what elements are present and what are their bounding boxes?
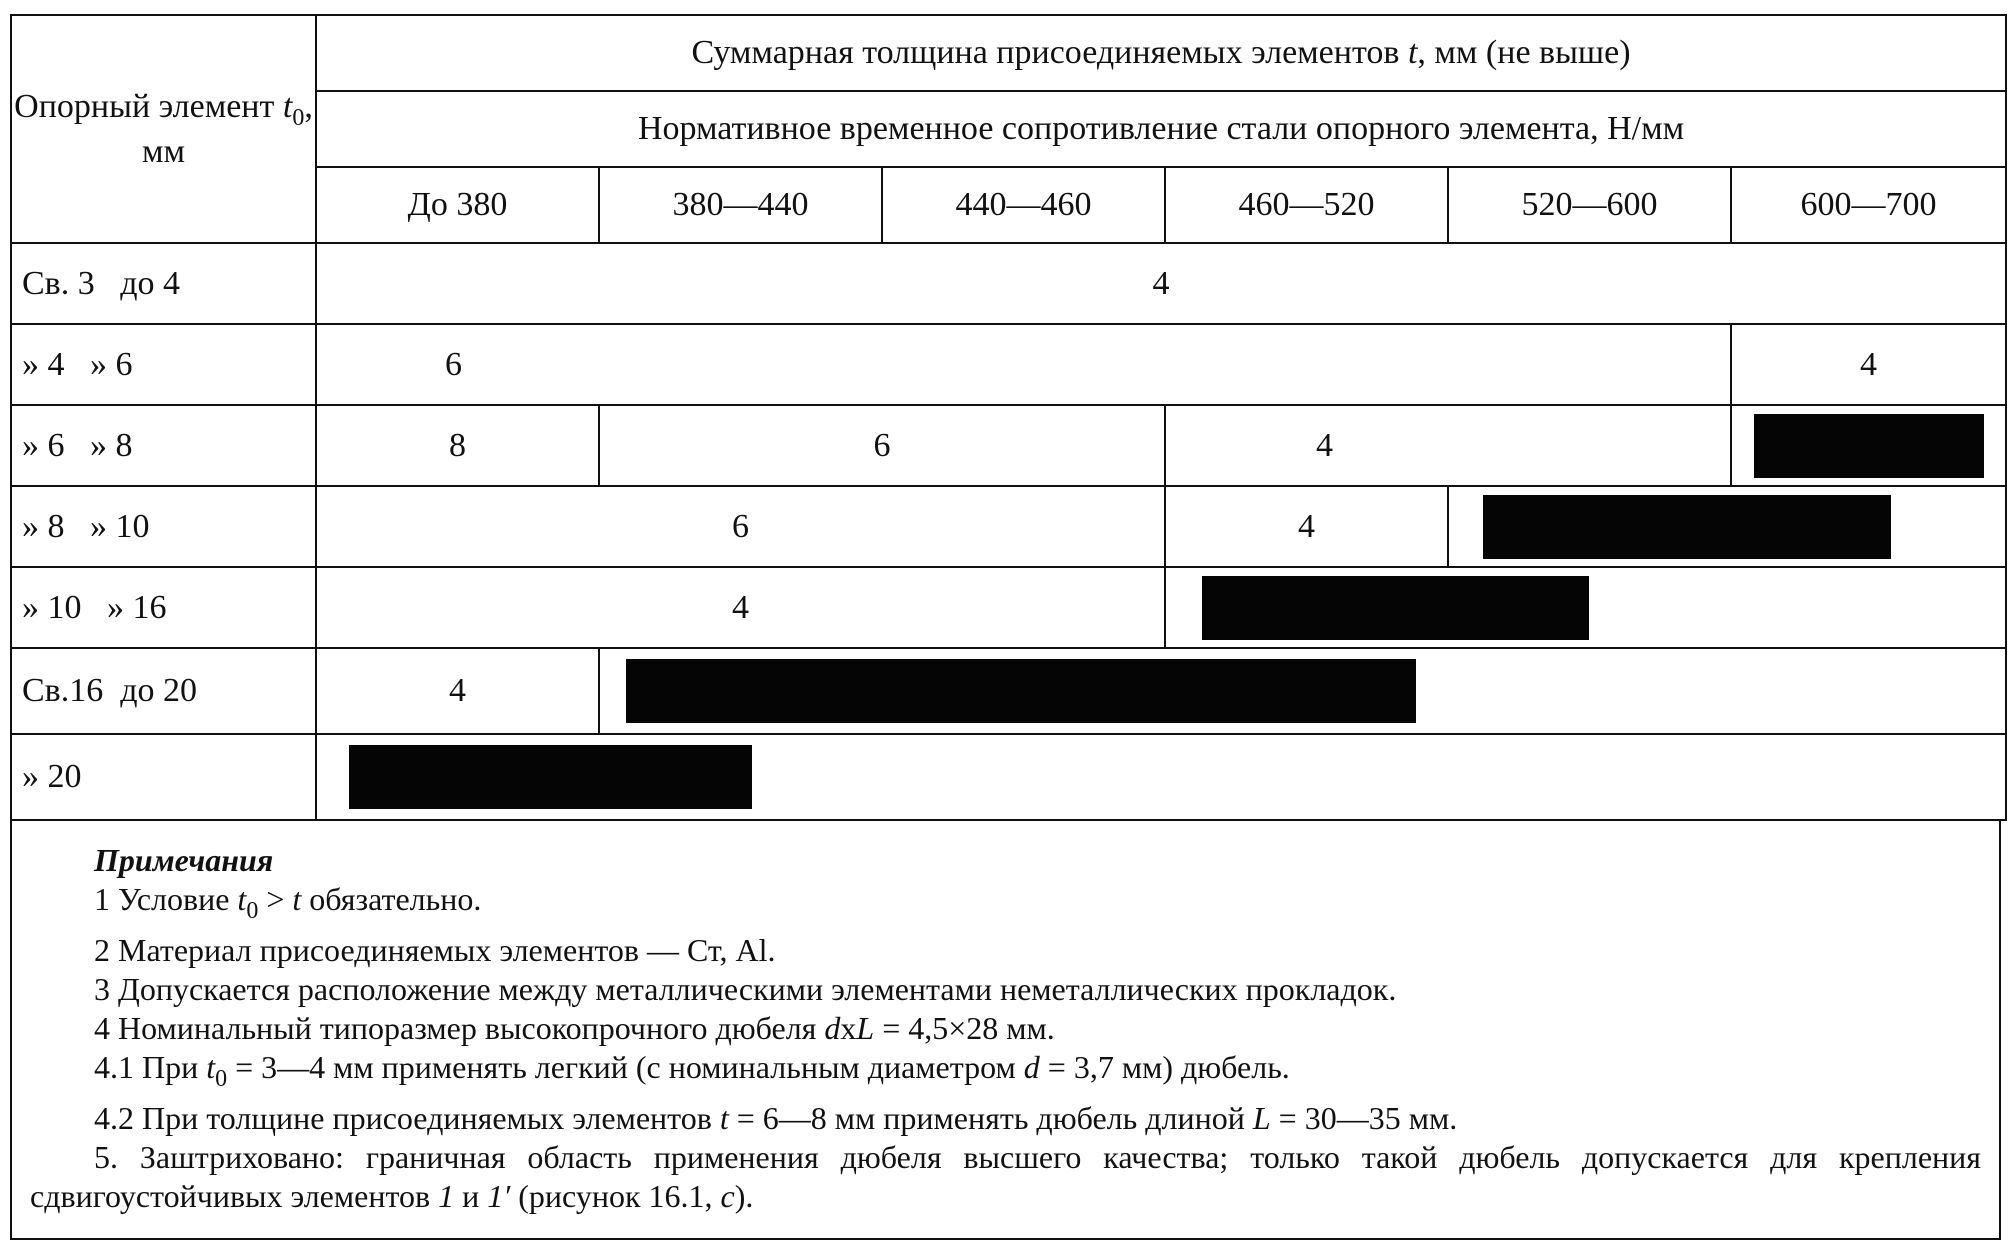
table-row bbox=[11, 405, 2006, 486]
note-1: 1 Условие $t_0 > t$ обязательно. bbox=[94, 881, 482, 924]
table-cell: 8 bbox=[316, 405, 599, 486]
header-tensile-strength: Нормативное временное сопротивление стали опорного элемента, Н/мм bbox=[316, 91, 2006, 167]
table-cell: 6 bbox=[316, 324, 1731, 405]
table-cell: 4 bbox=[316, 567, 1165, 648]
table-row bbox=[11, 567, 2006, 648]
table-row bbox=[11, 486, 2006, 567]
dowel-table bbox=[10, 14, 2007, 821]
column-header: 440—460 bbox=[882, 167, 1165, 243]
table-cell: 4 bbox=[1165, 486, 1448, 567]
notes-title: Примечания bbox=[94, 842, 274, 878]
table-cell: 4 bbox=[316, 648, 599, 734]
column-header: 460—520 bbox=[1165, 167, 1448, 243]
shaded-region bbox=[1483, 495, 1891, 559]
shaded-cell bbox=[316, 734, 2006, 820]
table-cell: 6 bbox=[316, 486, 1165, 567]
row-label: Св. 3 до 4 bbox=[11, 243, 316, 324]
table-cell: 4 bbox=[1731, 324, 2006, 405]
shaded-region bbox=[626, 659, 1416, 723]
shaded-cell bbox=[1731, 405, 2006, 486]
column-header: 600—700 bbox=[1731, 167, 2006, 243]
table-cell: 6 bbox=[599, 405, 1165, 486]
shaded-cell bbox=[1165, 567, 2006, 648]
column-header: До 380 bbox=[316, 167, 599, 243]
table-row bbox=[11, 648, 2006, 734]
column-header: 380—440 bbox=[599, 167, 882, 243]
table-cell: 4 bbox=[316, 243, 2006, 324]
shaded-cell bbox=[599, 648, 2006, 734]
column-header: 520—600 bbox=[1448, 167, 1731, 243]
row-label: » 10 » 16 bbox=[11, 567, 316, 648]
table-row bbox=[11, 324, 2006, 405]
shaded-cell bbox=[1448, 486, 2006, 567]
shaded-region bbox=[349, 745, 752, 809]
note-4-2: 4.2 При толщине присоединяемых элементов t = 6—8 мм применять дюбель длиной L = 30—35 мм. bbox=[94, 1100, 1458, 1136]
shaded-region bbox=[1202, 576, 1589, 640]
note-5: 5. Заштриховано: граничная область применения дюбеля высшего качества; только такой дюбель допускается для крепления сдвигоустойчивых элементов 1 и 1′ (рисунок 16.1, c). bbox=[30, 1139, 1981, 1214]
note-4-1: 4.1 При $t_0$ = 3—4 мм применять легкий (с номинальным диаметром d = 3,7 мм) дюбель. bbox=[94, 1049, 1290, 1092]
table-row bbox=[11, 243, 2006, 324]
shaded-region bbox=[1754, 414, 1984, 478]
row-label: » 4 » 6 bbox=[11, 324, 316, 405]
header-row-label: Опорный элемент $t_0$, мм bbox=[11, 15, 316, 243]
row-label: » 8 » 10 bbox=[11, 486, 316, 567]
row-label: Св.16 до 20 bbox=[11, 648, 316, 734]
header-total-thickness: Суммарная толщина присоединяемых элементов t, мм (не выше) bbox=[316, 15, 2006, 91]
table-cell: 4 bbox=[1165, 405, 1731, 486]
note-4: 4 Номинальный типоразмер высокопрочного дюбеля dxL = 4,5×28 мм. bbox=[94, 1010, 1055, 1046]
row-label: » 20 bbox=[11, 734, 316, 820]
table-row bbox=[11, 734, 2006, 820]
note-2: 2 Материал присоединяемых элементов — Ст, Al. bbox=[94, 932, 776, 968]
row-label: » 6 » 8 bbox=[11, 405, 316, 486]
notes-block bbox=[10, 821, 2001, 1240]
note-3: 3 Допускается расположение между металлическими элементами неметаллических прокладок. bbox=[94, 971, 1397, 1007]
document bbox=[10, 14, 2005, 1240]
